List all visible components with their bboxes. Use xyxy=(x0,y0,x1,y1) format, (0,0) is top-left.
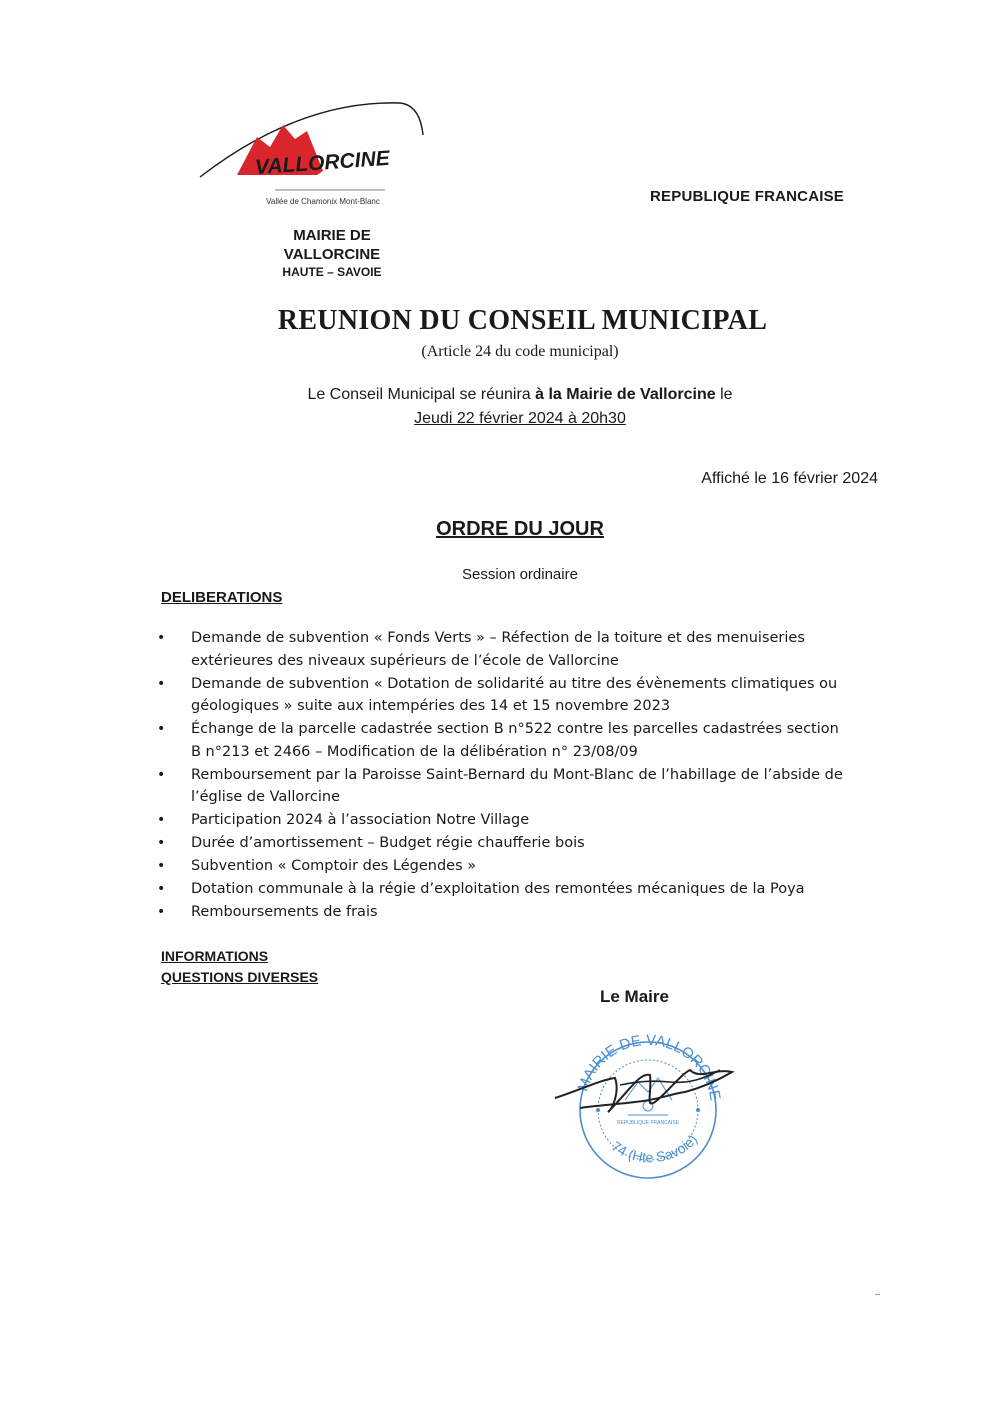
stamp-bottom-text: 74 (Hte Savoie) xyxy=(608,1131,701,1166)
posted-date: Affiché le 16 février 2024 xyxy=(701,470,878,487)
meeting-date: Jeudi 22 février 2024 à 20h30 xyxy=(414,410,626,427)
agenda-list xyxy=(150,627,850,924)
session-type: Session ordinaire xyxy=(462,566,578,583)
stamp-center-text: REPUBLIQUE FRANCAISE xyxy=(616,1120,680,1126)
stamp-top-text: MAIRIE DE VALLORCINE xyxy=(574,1031,724,1102)
agenda-item: • Participation 2024 à l’association Notre Village xyxy=(150,809,850,832)
document-subtitle: (Article 24 du code municipal) xyxy=(421,343,619,360)
agenda-item: • Dotation communale à la régie d’exploitation des remontées mécaniques de la Poya xyxy=(150,878,850,901)
agenda-item: • Durée d’amortissement – Budget régie chaufferie bois xyxy=(150,832,850,855)
agenda-item: • Subvention « Comptoir des Légendes » xyxy=(150,855,850,878)
agenda-item: • Remboursement par la Paroisse Saint-Bernard du Mont-Blanc de l’habillage de l’abside de l’église de Vallorcine xyxy=(150,764,850,809)
logo-subtitle: Vallée de Chamonix Mont-Blanc xyxy=(266,197,380,206)
signatory-label: Le Maire xyxy=(600,987,669,1006)
meeting-intro xyxy=(0,386,1000,404)
mairie-line3: HAUTE – SAVOIE xyxy=(282,265,382,279)
agenda-title: ORDRE DU JOUR xyxy=(436,518,604,540)
mayor-stamp xyxy=(540,1020,750,1185)
mairie-line2: VALLORCINE xyxy=(283,246,381,263)
agenda-item: • Demande de subvention « Dotation de solidarité au titre des évènements climatiques ou géologiques » suite aux intempéries des 14 et 15 novembre 2023 xyxy=(150,673,850,718)
agenda-item: • Échange de la parcelle cadastrée section B n°522 contre les parcelles cadastrées section B n°213 et 2466 – Modification de la délibération n° 23/08/09 xyxy=(150,718,850,763)
informations-heading: INFORMATIONS xyxy=(161,948,269,964)
agenda-item: • Remboursements de frais xyxy=(150,901,850,924)
document-title: REUNION DU CONSEIL MUNICIPAL xyxy=(277,305,768,336)
scan-mark xyxy=(875,1294,880,1295)
deliberations-heading: DELIBERATIONS xyxy=(161,589,283,606)
questions-heading: QUESTIONS DIVERSES xyxy=(161,969,319,985)
intro-prefix: Le Conseil Municipal se réunira xyxy=(307,386,536,403)
intro-location: à la Mairie de Vallorcine xyxy=(535,386,716,403)
mairie-block xyxy=(262,226,402,280)
agenda-item: • Demande de subvention « Fonds Verts » – Réfection de la toiture et des menuiseries extérieures des niveaux supérieurs de l’école de Vallorcine xyxy=(150,627,850,672)
stamp-star xyxy=(696,1108,700,1112)
republique-francaise: REPUBLIQUE FRANCAISE xyxy=(650,188,845,205)
logo-text: VALLORCINE xyxy=(254,146,391,180)
intro-suffix: le xyxy=(715,386,733,403)
mairie-line1: MAIRIE DE xyxy=(293,227,371,244)
stamp-star xyxy=(596,1108,600,1112)
